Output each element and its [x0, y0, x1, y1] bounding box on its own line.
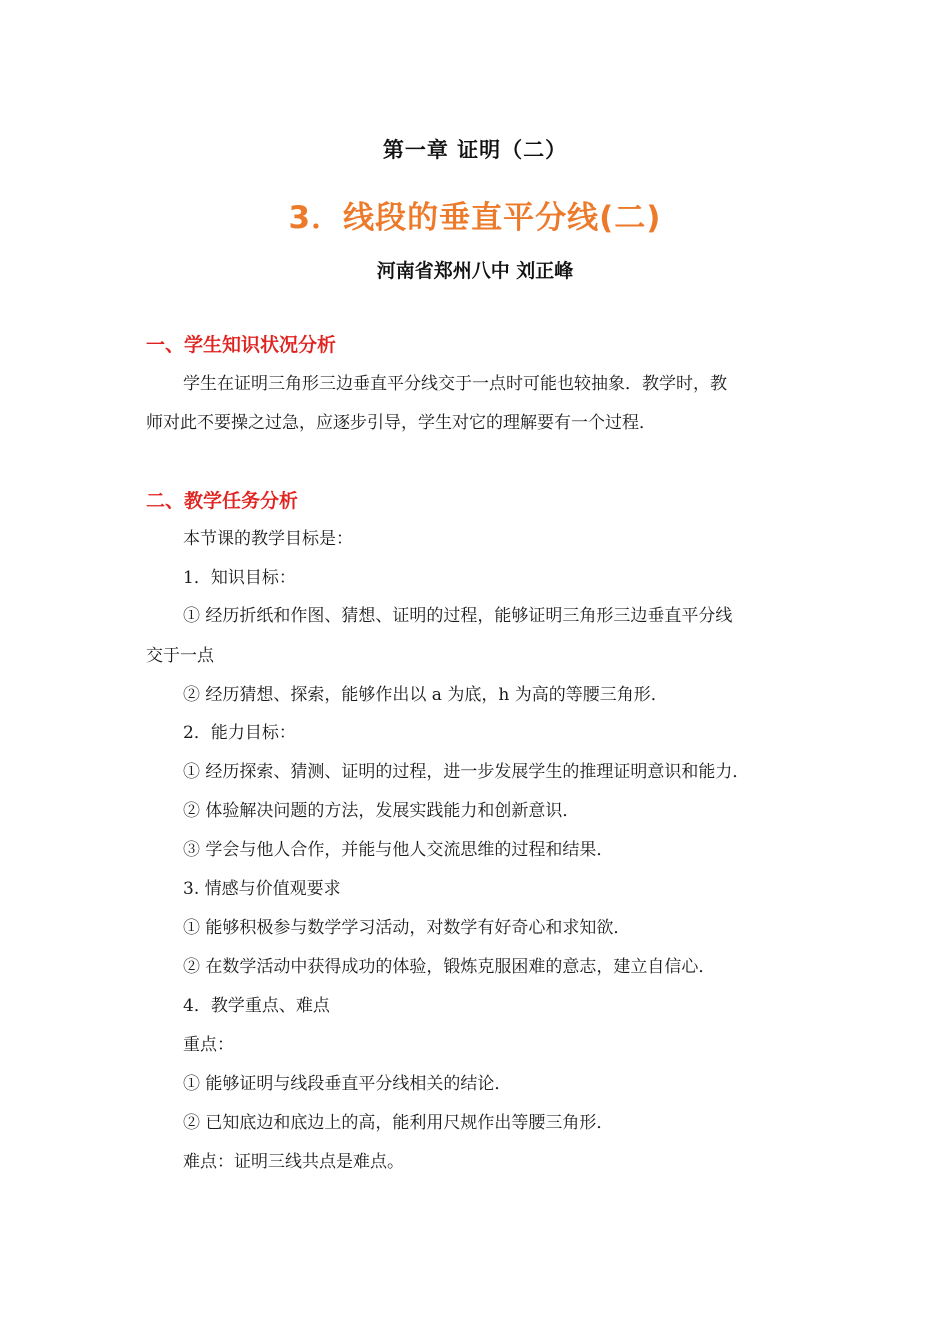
ability-objective-1: ① 经历探索、猜测、证明的过程，进一步发展学生的推理证明意识和能力． — [183, 762, 750, 782]
section-heading-student-analysis: 一、学生知识状况分析 — [146, 334, 337, 356]
emotion-objective-1: ① 能够积极参与数学学习活动，对数学有好奇心和求知欲． — [183, 918, 631, 938]
emotion-objective-2: ② 在数学活动中获得成功的体验，锻炼克服困难的意志，建立自信心． — [183, 957, 716, 977]
lesson-title: 3．线段的垂直平分线(二) — [288, 200, 662, 236]
knowledge-objective-1-line1: ① 经历折纸和作图、猜想、证明的过程，能够证明三角形三边垂直平分线 — [183, 606, 733, 626]
emotion-objectives-label: 3. 情感与价值观要求 — [183, 879, 341, 899]
section1-paragraph-line2: 师对此不要操之过急，应逐步引导，学生对它的理解要有一个过程． — [146, 413, 656, 433]
knowledge-objectives-label: 1．知识目标： — [183, 568, 296, 588]
ability-objectives-label: 2．能力目标： — [183, 723, 296, 743]
knowledge-objective-1-line2: 交于一点 — [146, 646, 214, 666]
objectives-intro: 本节课的教学目标是： — [183, 529, 353, 549]
knowledge-objective-2: ② 经历猜想、探索，能够作出以 a 为底，h 为高的等腰三角形． — [183, 685, 668, 705]
section1-paragraph-line1: 学生在证明三角形三边垂直平分线交于一点时可能也较抽象．教学时，教 — [183, 374, 727, 394]
key-point-2: ② 已知底边和底边上的高，能利用尺规作出等腰三角形． — [183, 1113, 614, 1133]
author-line: 河南省郑州八中 刘正峰 — [376, 260, 574, 282]
key-points-label: 重点： — [183, 1035, 234, 1055]
ability-objective-2: ② 体验解决问题的方法，发展实践能力和创新意识． — [183, 801, 580, 821]
difficulty-point: 难点：证明三线共点是难点。 — [183, 1152, 404, 1172]
section-heading-task-analysis: 二、教学任务分析 — [146, 490, 299, 512]
focus-difficulty-label: 4．教学重点、难点 — [183, 996, 330, 1016]
key-point-1: ① 能够证明与线段垂直平分线相关的结论． — [183, 1074, 512, 1094]
chapter-title: 第一章 证明（二） — [382, 138, 568, 162]
ability-objective-3: ③ 学会与他人合作，并能与他人交流思维的过程和结果． — [183, 840, 614, 860]
